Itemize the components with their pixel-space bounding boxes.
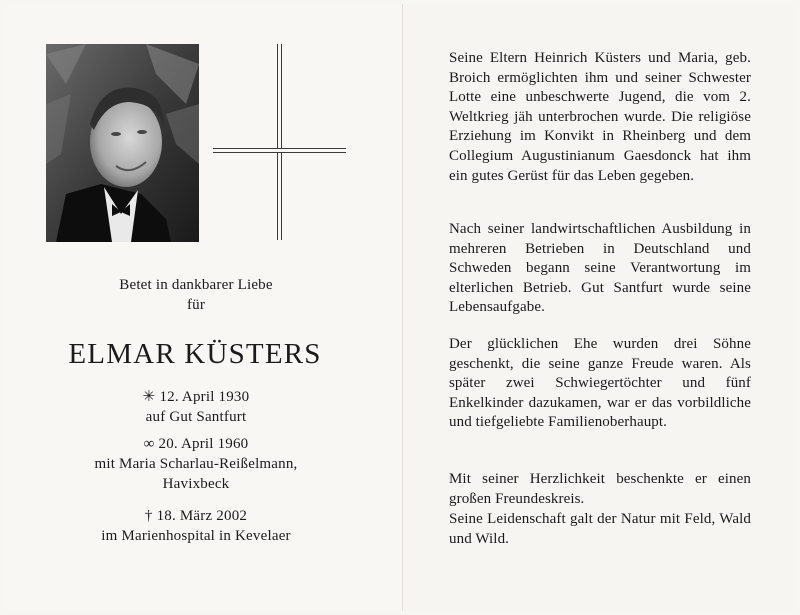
portrait-photo [46,44,199,242]
prayer-line-2: für [186,297,206,313]
infinity-icon: ∞ [143,436,155,452]
star-icon: ✳ [142,389,156,405]
deceased-name: ELMAR KÜSTERS [68,338,322,370]
bio-paragraph-1: Seine Eltern Heinrich Küsters und Maria, geb. Broich ermöglichten ihm und seiner Schwester Lotte eine unbeschwerte Jugend, die vom 2. Weltkrieg jäh unterbrochen wurde. Die religiöse Erziehung im Konvikt in Rheinberg und dem Collegium Augustinianum Gaesdonck hat ihm ein gutes Gerüst für das Leben gegeben. [449,50,751,184]
death-place: im Marienhospital in Kevelaer [101,528,291,544]
death-line [46,507,346,526]
birth-line [46,388,346,407]
spouse-name: mit Maria Scharlau-Reißelmann, [94,456,298,472]
marriage-line [46,435,346,454]
spouse-place: Havixbeck [162,476,230,492]
prayer-line-1: Betet in dankbarer Liebe [119,277,273,293]
bio-paragraph-5: Seine Leidenschaft galt der Natur mit Feld, Wald und Wild. [449,511,751,547]
bio-paragraph-3: Der glücklichen Ehe wurden drei Söhne geschenkt, die seine ganze Freude waren. Als später zwei Schwiegertöchter und fünf Enkelkinder dazukamen, war er das vorbildliche und tiefgeliebte Familienoberhaupt. [449,336,751,431]
bio-paragraph-4: Mit seiner Herzlichkeit beschenkte er einen großen Freundeskreis. [449,471,751,507]
marriage-date: 20. April 1960 [158,436,249,452]
birth-place: auf Gut Santfurt [145,409,247,425]
bio-paragraph-2: Nach seiner landwirtschaftlichen Ausbildung in mehreren Betrieben in Deutschland und Schweden begann seine Verantwortung im elterlichen Betrieb. Gut Santfurt wurde seine Lebensaufgabe. [449,221,751,316]
cross-symbol [213,44,346,242]
birth-date: 12. April 1930 [159,389,250,405]
death-date: 18. März 2002 [156,508,248,524]
dagger-icon: † [144,508,153,524]
